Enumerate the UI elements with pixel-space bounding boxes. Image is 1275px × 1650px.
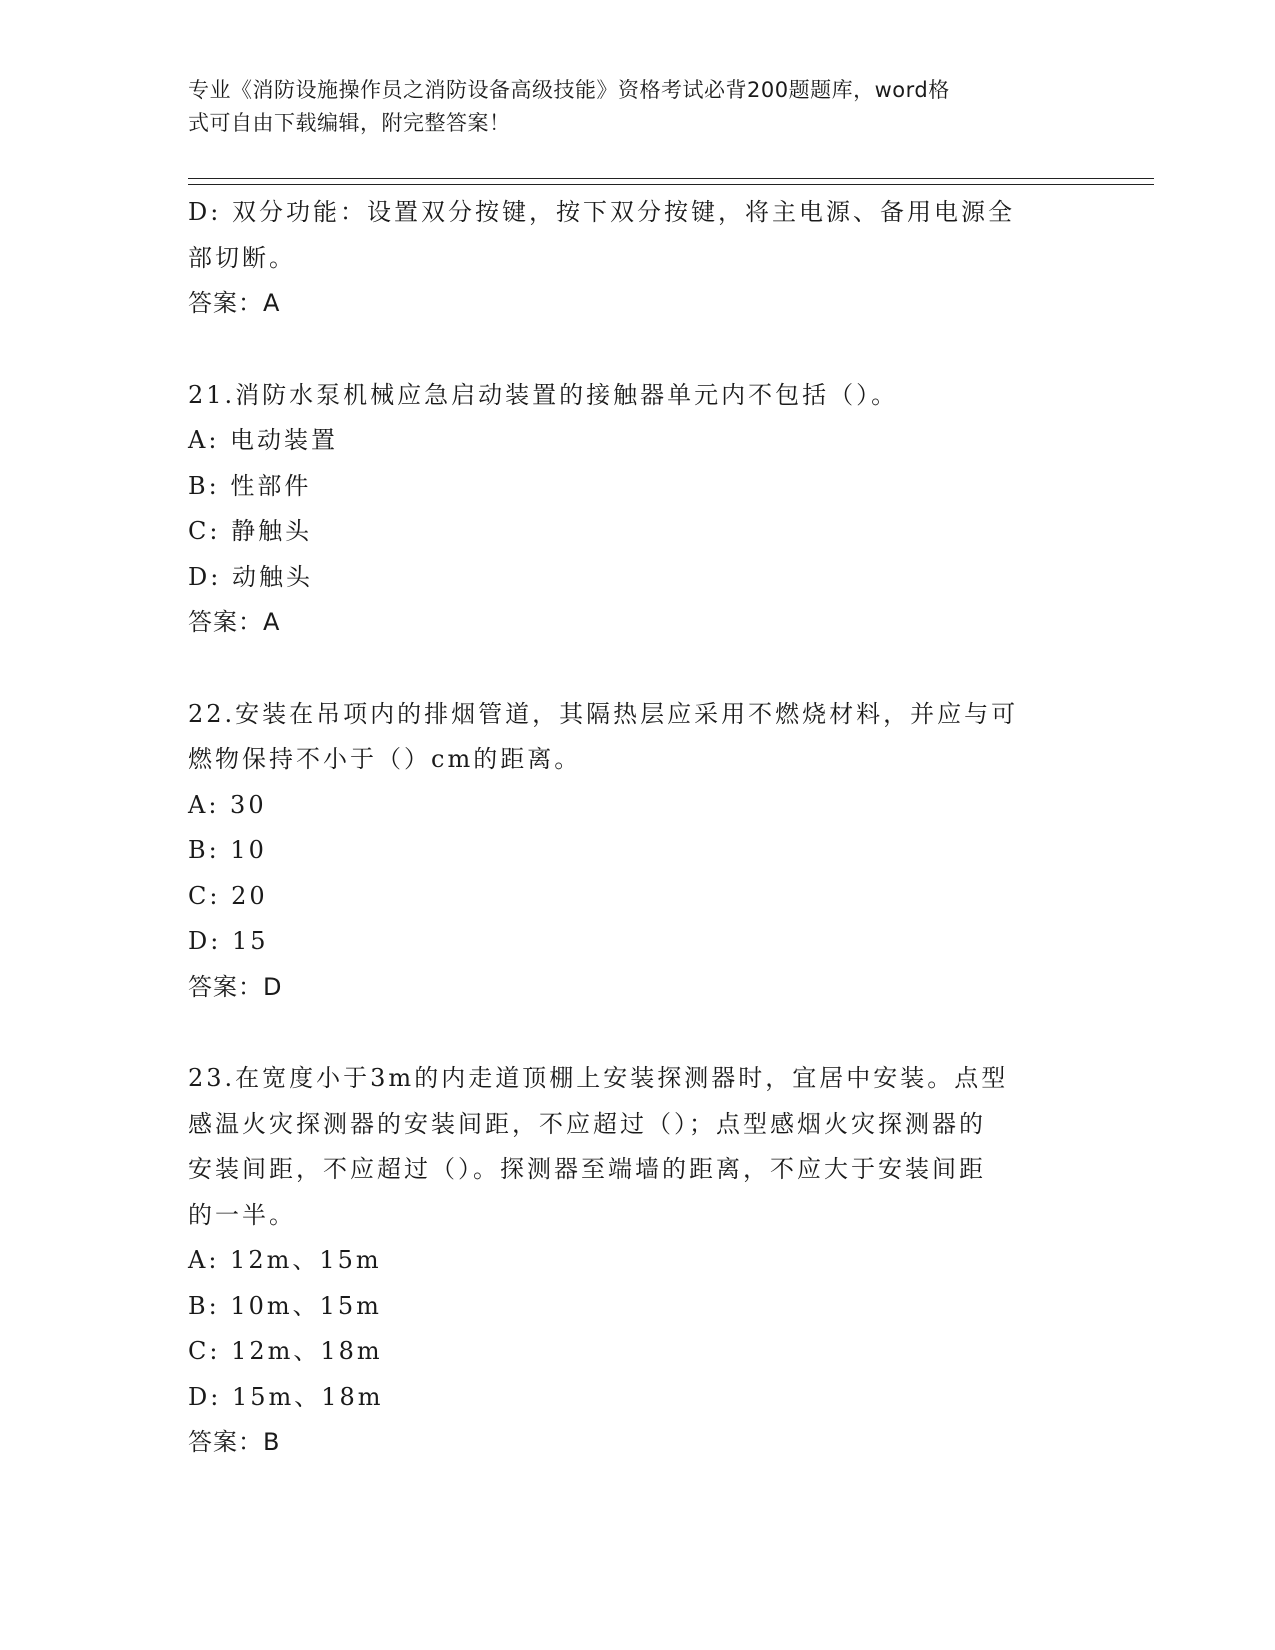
prev-question-continuation: [188, 190, 1088, 327]
question-stem: 22.安装在吊项内的排烟管道，其隔热层应采用不燃烧材料，并应与可: [188, 699, 1019, 728]
header-divider-top: [188, 178, 1154, 179]
answer-label: 答案：D: [188, 972, 283, 1001]
answer-label: 答案：A: [188, 289, 281, 317]
option-c: C: 静触头: [188, 517, 313, 545]
question-stem: 的一半。: [188, 1200, 296, 1229]
document-header: [188, 74, 1068, 140]
option-d-line-2: 部切断。: [188, 243, 296, 272]
question-stem: 23.在宽度小于3m的内走道顶棚上安装探测器时，宜居中安装。点型: [188, 1064, 1009, 1092]
question-list: [188, 190, 1088, 1466]
question-stem: 燃物保持不小于（）cm的距离。: [188, 745, 582, 773]
option-b: B: 性部件: [188, 471, 312, 500]
answer-label: 答案：A: [188, 608, 281, 636]
option-d-line-1: D: 双分功能：设置双分按键，按下双分按键，将主电源、备用电源全: [188, 198, 1015, 226]
question-22: [188, 692, 1088, 1011]
option-d: D: 15m、18m: [188, 1382, 384, 1411]
question-21: [188, 373, 1088, 646]
option-b: B: 10: [188, 836, 267, 864]
question-stem: 21.消防水泵机械应急启动装置的接触器单元内不包括（）。: [188, 380, 899, 409]
question-23: [188, 1056, 1088, 1466]
option-c: C: 12m、18m: [188, 1337, 383, 1365]
option-a: A: 电动装置: [188, 426, 339, 454]
question-stem: 感温火灾探测器的安装间距，不应超过（）；点型感烟火灾探测器的: [188, 1109, 986, 1138]
option-a: A: 12m、15m: [188, 1246, 382, 1274]
header-line-1: 专业《消防设施操作员之消防设备高级技能》资格考试必背200题题库，word格: [188, 78, 950, 102]
option-c: C: 20: [188, 881, 268, 910]
header-line-2: 式可自由下载编辑，附完整答案！: [188, 111, 511, 135]
header-divider-bottom: [188, 184, 1154, 185]
answer-label: 答案：B: [188, 1428, 281, 1456]
option-a: A: 30: [188, 790, 267, 819]
question-stem: 安装间距，不应超过（）。探测器至端墙的距离，不应大于安装间距: [188, 1155, 986, 1183]
option-b: B: 10m、15m: [188, 1291, 382, 1320]
option-d: D: 动触头: [188, 562, 313, 591]
option-d: D: 15: [188, 927, 269, 955]
